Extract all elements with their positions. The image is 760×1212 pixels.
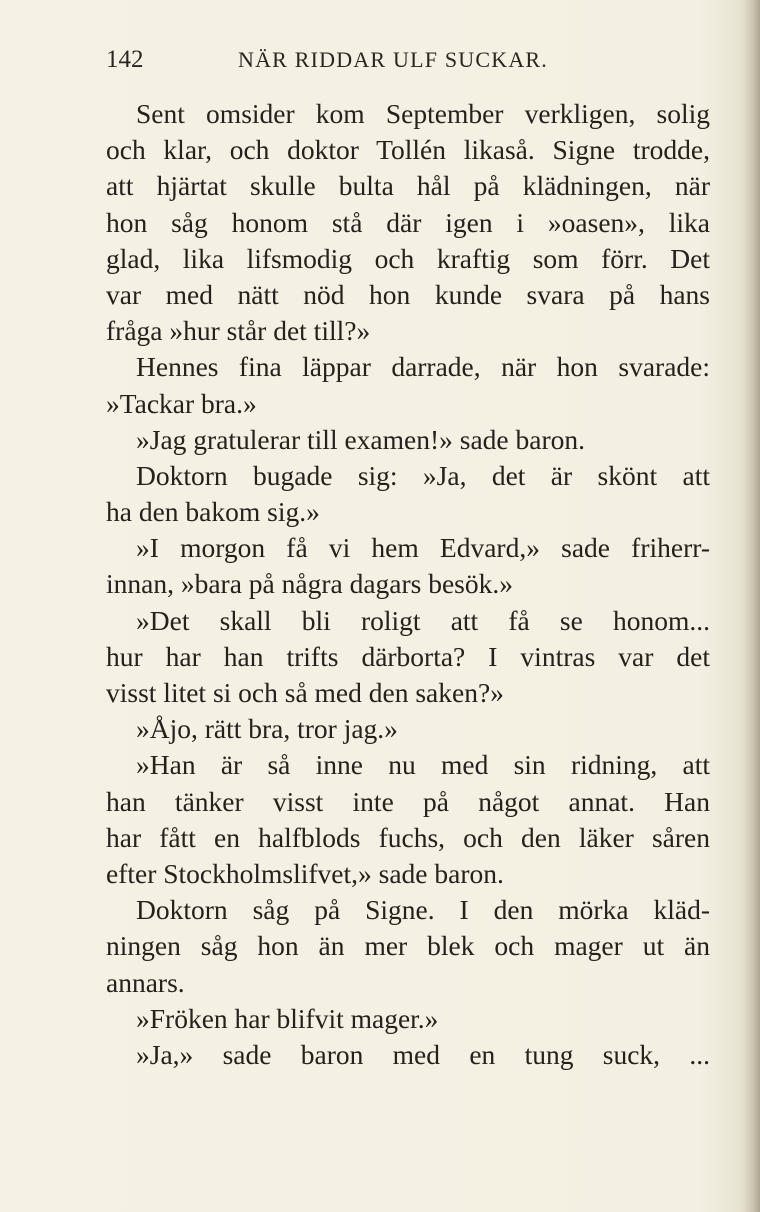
text-line: Doktorn såg på Signe. I den mörka kläd- — [136, 894, 710, 926]
text-line: »Tackar bra.» — [106, 387, 257, 419]
text-line: att hjärtat skulle bulta hål på klädningen, när — [106, 170, 710, 202]
text-line: Doktorn bugade sig: »Ja, det är skönt att — [136, 459, 710, 491]
page-header — [106, 40, 706, 80]
text-line: hur har han trifts därborta? I vintras var det — [106, 640, 710, 672]
text-line: glad, lika lifsmodig och kraftig som förr. Det — [106, 242, 710, 274]
text-line: visst litet si och så med den saken?» — [106, 677, 504, 708]
text-line: har fått en halfblods fuchs, och den läker såren — [106, 821, 710, 853]
text-line: ha den bakom sig.» — [106, 496, 320, 528]
text-line: hon såg honom stå där igen i »oasen», lika — [106, 206, 710, 238]
text-line: Sent omsider kom September verkligen, solig — [136, 98, 710, 129]
text-line: »Ja,» sade baron med en tung suck, ... — [136, 1038, 710, 1070]
page-edge-shadow — [742, 0, 760, 1212]
text-line: han tänker visst inte på något annat. Han — [106, 785, 710, 817]
text-line: »Det skall bli roligt att få se honom... — [136, 604, 710, 636]
text-line: »I morgon få vi hem Edvard,» sade friherr- — [136, 532, 710, 564]
running-head: NÄR RIDDAR ULF SUCKAR. — [238, 47, 548, 72]
body-text — [106, 96, 710, 1073]
text-line: innan, »bara på några dagars besök.» — [106, 568, 513, 600]
text-line: »Han är så inne nu med sin ridning, att — [136, 749, 710, 781]
text-line: var med nätt nöd hon kunde svara på hans — [106, 278, 710, 310]
text-line: ningen såg hon än mer blek och mager ut än — [106, 930, 710, 962]
text-line: fråga »hur står det till?» — [106, 315, 371, 347]
text-line: annars. — [106, 966, 185, 998]
text-line: Hennes fina läppar darrade, när hon svarade: — [136, 351, 710, 383]
page-number: 142 — [106, 46, 144, 73]
text-line: och klar, och doktor Tollén likaså. Signe trodde, — [106, 134, 710, 166]
text-line: »Jag gratulerar till examen!» sade baron. — [136, 423, 585, 455]
text-line: »Fröken har blifvit mager.» — [136, 1002, 439, 1034]
text-line: efter Stockholmslifvet,» sade baron. — [106, 857, 504, 889]
text-line: »Åjo, rätt bra, tror jag.» — [136, 713, 398, 745]
